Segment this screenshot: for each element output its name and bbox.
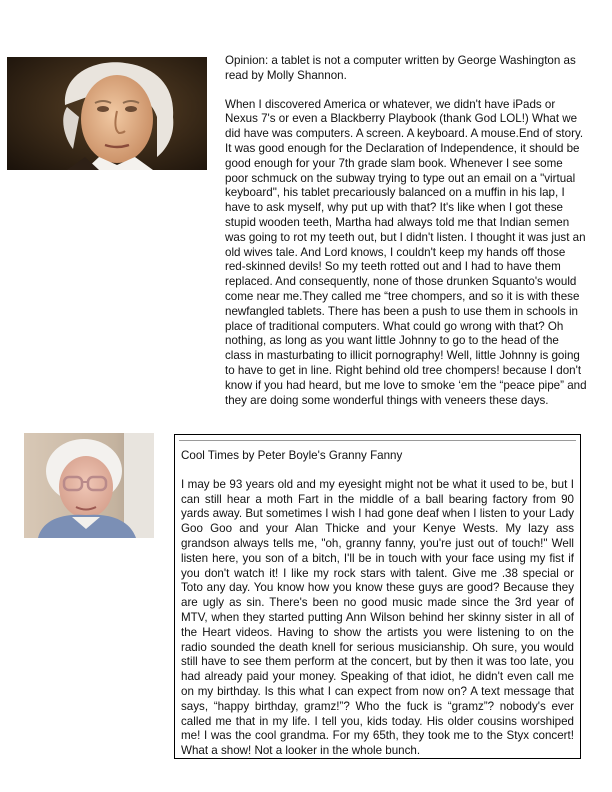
granny-photo-image xyxy=(24,433,154,538)
granny-fanny-photo xyxy=(24,433,154,538)
washington-article-title: Opinion: a tablet is not a computer written by George Washington as read by Molly Shannon. xyxy=(225,54,576,82)
granny-article xyxy=(181,449,574,759)
george-washington-portrait xyxy=(7,57,207,170)
box-inner-rule xyxy=(179,440,576,441)
washington-article-body: When I discovered America or whatever, we didn't have iPads or Nexus 7's or even a Blackberry Playbook (thank God LOL!) What we did have was computers. A screen. A keyboard. A mouse.End of story. It was good enough for the Declaration of Independence, it should be good enough for your 7th grade slam book. Whenever I see some poor schmuck on the subway trying to type out an email on a "virtual keyboard", his tablet precariously balanced on a muffin in his lap, I have to ask myself, why put up with that? It's like when I got these stupid wooden teeth, Martha had always told me that Indian semen was going to rot my teeth out, but I didn't listen. I thought it was just an old wives tale. And Lord knows, I couldn't keep my hands off those red-skinned devils! So my teeth rotted out and I had to have them replaced. And consequently, none of those drunken Squanto's would come near me.They called me “tree chompers, and so it is with these newfangled tablets. There has been a push to use them in schools in place of traditional computers. What could go wrong with that? Oh nothing, as long as you want little Johnny to go to the head of the class in masturbating to illicit pornography! Well, little Johnny is going to have to get in line. Right behind old tree chompers! because I don't know if you had heard, but me love to smoke ‘em the “peace pipe” and they are doing some wonderful things with veneers these days. xyxy=(225,97,587,407)
granny-article-box xyxy=(174,434,581,759)
washington-article xyxy=(225,54,587,422)
washington-portrait-image xyxy=(7,57,207,170)
granny-article-title: Cool Times by Peter Boyle's Granny Fanny xyxy=(181,449,403,462)
granny-article-body: I may be 93 years old and my eyesight might not be what it used to be, but I can still hear a moth Fart in the middle of a ball bearing factory from 90 yards away. But sometimes I wish I had gone deaf when I listen to your Lady Goo Goo and your Alan Thicke and your Kenye Wests. My lazy ass grandson always tells me, "oh, granny fanny, you're just out of touch!" Well listen here, you son of a bitch, I'll be in touch with your face using my fist if you don't watch it! I like my rock stars with talent. Give me .38 special or Toto any day. You know how you know these guys are good? Because they are ugly as sin. There's been no good music made since the 3rd year of MTV, when they started putting Ann Wilson behind her skinny sister in all of the Heart videos. Having to show the artists you were listening to on the radio sounded the death knell for serious musicianship. Oh sure, you would still have to see them perform at the concert, but by then it was too late, you had already paid your money. Speaking of that idiot, he didn't even call me on my birthday. Is this what I can expect from now on? A text message that says, “happy birthday, gramz!”? Who the fuck is “gramz”? nobody's ever called me that in my life. I tell you, kids today. His older cousins worshiped me! I was the cool grandma. For my 65th, they took me to the Styx concert! What a show! Not a looker in the whole bunch. xyxy=(181,477,574,758)
